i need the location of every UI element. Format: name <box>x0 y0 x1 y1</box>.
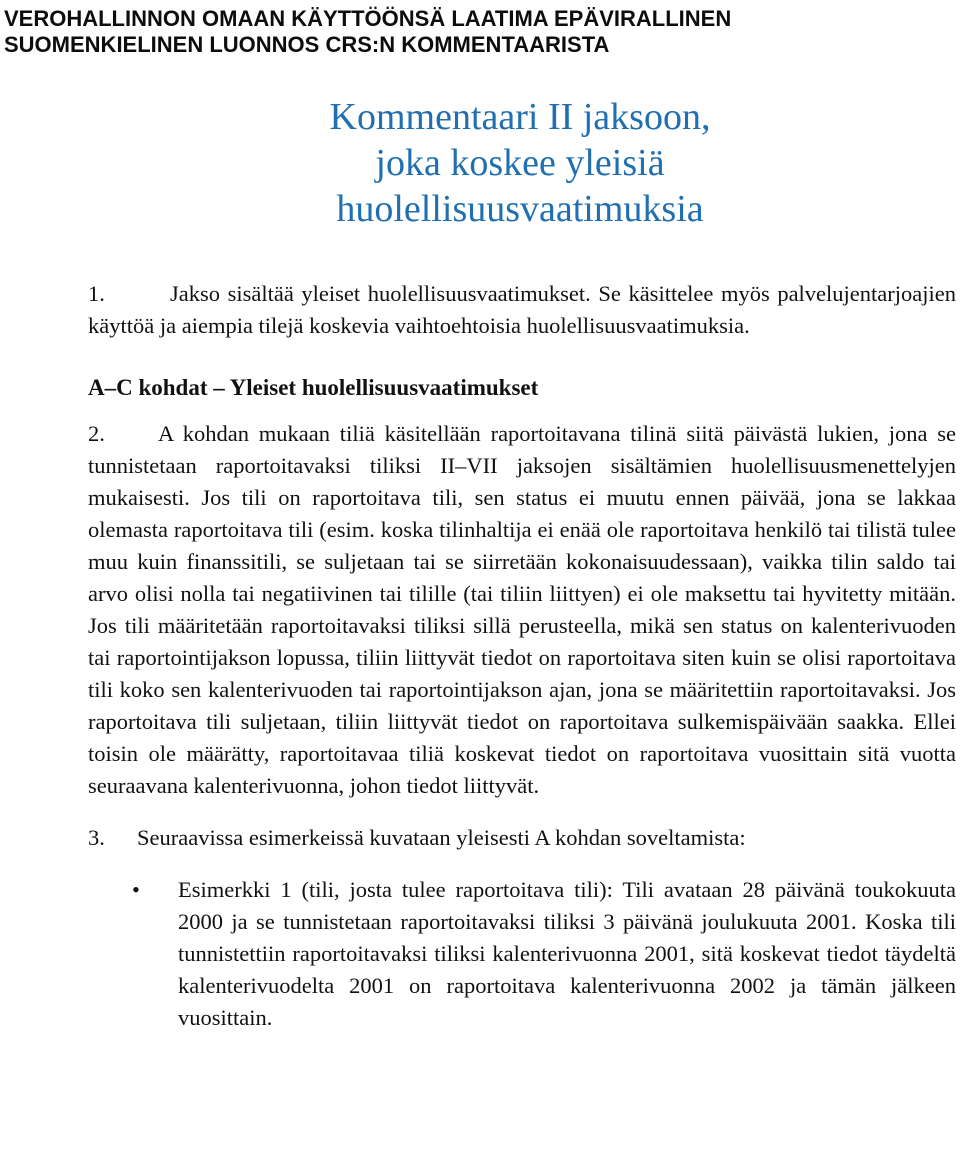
paragraph-2 <box>88 418 956 802</box>
example-list <box>88 874 956 1034</box>
example-1-text: Esimerkki 1 (tili, josta tulee raportoitava tili): Tili avataan 28 päivänä toukokuuta 2000 ja se tunnistetaan raportoitavaksi tiliksi 3 päivänä joulukuuta 2001. Koska tili tunnistettiin raportoitavaksi tiliksi kalenterivuonna 2001, sitä koskevat tiedot täydeltä kalenterivuodelta 2001 on raportoitava kalenterivuonna 2002 ja tämän jälkeen vuosittain. <box>178 877 956 1030</box>
document-header <box>4 6 954 58</box>
paragraph-3-number: 3. <box>88 825 105 850</box>
paragraph-1-text: Jakso sisältää yleiset huolellisuusvaatimukset. Se käsittelee myös palvelujentarjoajien käyttöä ja aiempia tilejä koskevia vaihtoehtoisia huolellisuusvaatimuksia. <box>88 281 956 338</box>
paragraph-3 <box>88 822 956 854</box>
bullet-icon: • <box>132 877 140 902</box>
paragraph-3-text: Seuraavissa esimerkeissä kuvataan yleisesti A kohdan soveltamista: <box>137 825 746 850</box>
paragraph-2-number: 2. <box>88 421 105 446</box>
document-body <box>88 278 956 1034</box>
title-line-2: joka koskee yleisiä <box>375 142 665 184</box>
title-line-3: huolellisuusvaatimuksia <box>336 188 704 230</box>
title-line-1: Kommentaari II jaksoon, <box>329 96 711 138</box>
subheading-a-c: A–C kohdat – Yleiset huolellisuusvaatimukset <box>88 375 539 400</box>
section-title <box>300 94 740 232</box>
header-line-1: VEROHALLINNON OMAAN KÄYTTÖÖNSÄ LAATIMA EPÄVIRALLINEN <box>4 6 732 31</box>
paragraph-1-number: 1. <box>88 281 105 306</box>
paragraph-2-text: A kohdan mukaan tiliä käsitellään raportoitavana tilinä siitä päivästä lukien, jona se tunnistetaan raportoitavaksi tiliksi II–VII jaksojen sisältämien huolellisuusmenettelyjen mukaisesti. Jos tili on raportoitava tili, sen status ei muutu ennen päivää, jona se lakkaa olemasta raportoitava tili (esim. koska tilinhaltija ei enää ole raportoitava henkilö tai tilistä tulee muu kuin finanssitili, se suljetaan tai se siirretään kokonaisuudessaan), vaikka tilin saldo tai arvo olisi nolla tai negatiivinen tai tilille (tai tiliin liittyen) ei ole maksettu tai hyvitetty mitään. Jos tili määritetään raportoitavaksi tiliksi sillä perusteella, mikä sen status on kalenterivuoden tai raportointijakson lopussa, tiliin liittyvät tiedot on raportoitava siten kuin se olisi raportoitava tili koko sen kalenterivuoden tai raportointijakson ajan, jona se määritettiin raportoitavaksi. Jos raportoitava tili suljetaan, tiliin liittyvät tiedot on raportoitava sulkemispäivään saakka. Ellei toisin ole määrätty, raportoitavaa tiliä koskevat tiedot on raportoitava vuosittain sitä vuotta seuraavana kalenterivuonna, johon tiedot liittyvät. <box>88 421 956 798</box>
list-item <box>88 874 956 1034</box>
paragraph-1 <box>88 278 956 342</box>
header-line-2: SUOMENKIELINEN LUONNOS CRS:N KOMMENTAARISTA <box>4 32 610 57</box>
